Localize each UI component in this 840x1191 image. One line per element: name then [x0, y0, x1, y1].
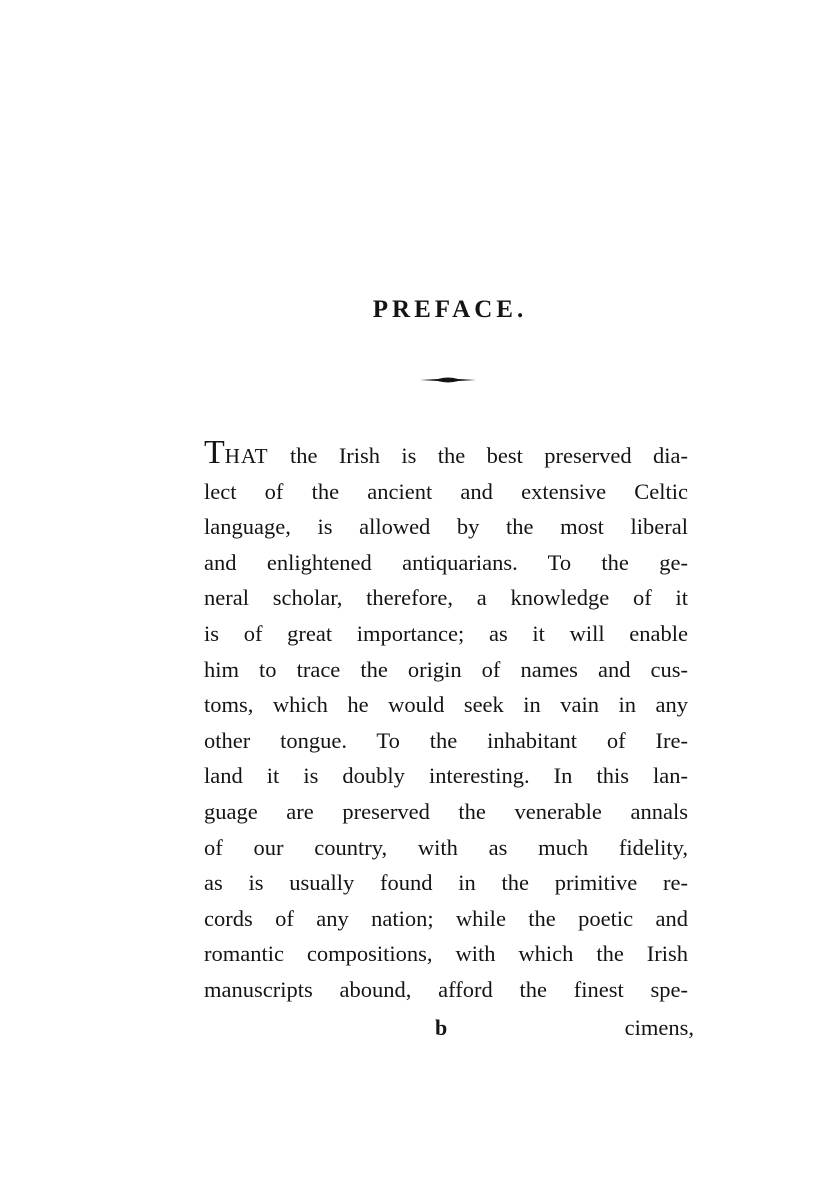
- text-line: romantic compositions, with which the Irish: [204, 941, 688, 967]
- text-line: land it is doubly interesting. In this lan-: [204, 763, 688, 789]
- text-line: other tongue. To the inhabitant of Ire-: [204, 727, 688, 753]
- drop-cap-initial: T: [204, 434, 225, 471]
- text-line: as is usually found in the primitive re-: [204, 870, 688, 896]
- text-line: manuscripts abound, afford the finest spe-: [204, 976, 688, 1002]
- preface-body: [204, 434, 688, 1008]
- text-line: is of great importance; as it will enable: [204, 620, 688, 646]
- ornamental-rule: [420, 373, 476, 387]
- text-line: neral scholar, therefore, a knowledge of it: [204, 585, 688, 611]
- catchword: cimens,: [624, 1015, 694, 1040]
- text-line: and enlightened antiquarians. To the ge-: [204, 549, 688, 575]
- opening-word-rest: HAT: [224, 444, 269, 468]
- text-line: language, is allowed by the most liberal: [204, 514, 688, 540]
- text-line: of our country, with as much fidelity,: [204, 834, 688, 860]
- text-line: him to trace the origin of names and cus-: [204, 656, 688, 682]
- text-line: guage are preserved the venerable annals: [204, 798, 688, 824]
- line-text: the Irish is the best preserved dia-: [268, 443, 688, 468]
- page-heading: PREFACE.: [372, 296, 528, 323]
- text-line: [204, 434, 688, 474]
- text-line: cords of any nation; while the poetic and: [204, 905, 688, 931]
- text-line: toms, which he would seek in vain in any: [204, 692, 688, 718]
- text-line: lect of the ancient and extensive Celtic: [204, 478, 688, 504]
- signature-mark: b: [435, 1015, 448, 1040]
